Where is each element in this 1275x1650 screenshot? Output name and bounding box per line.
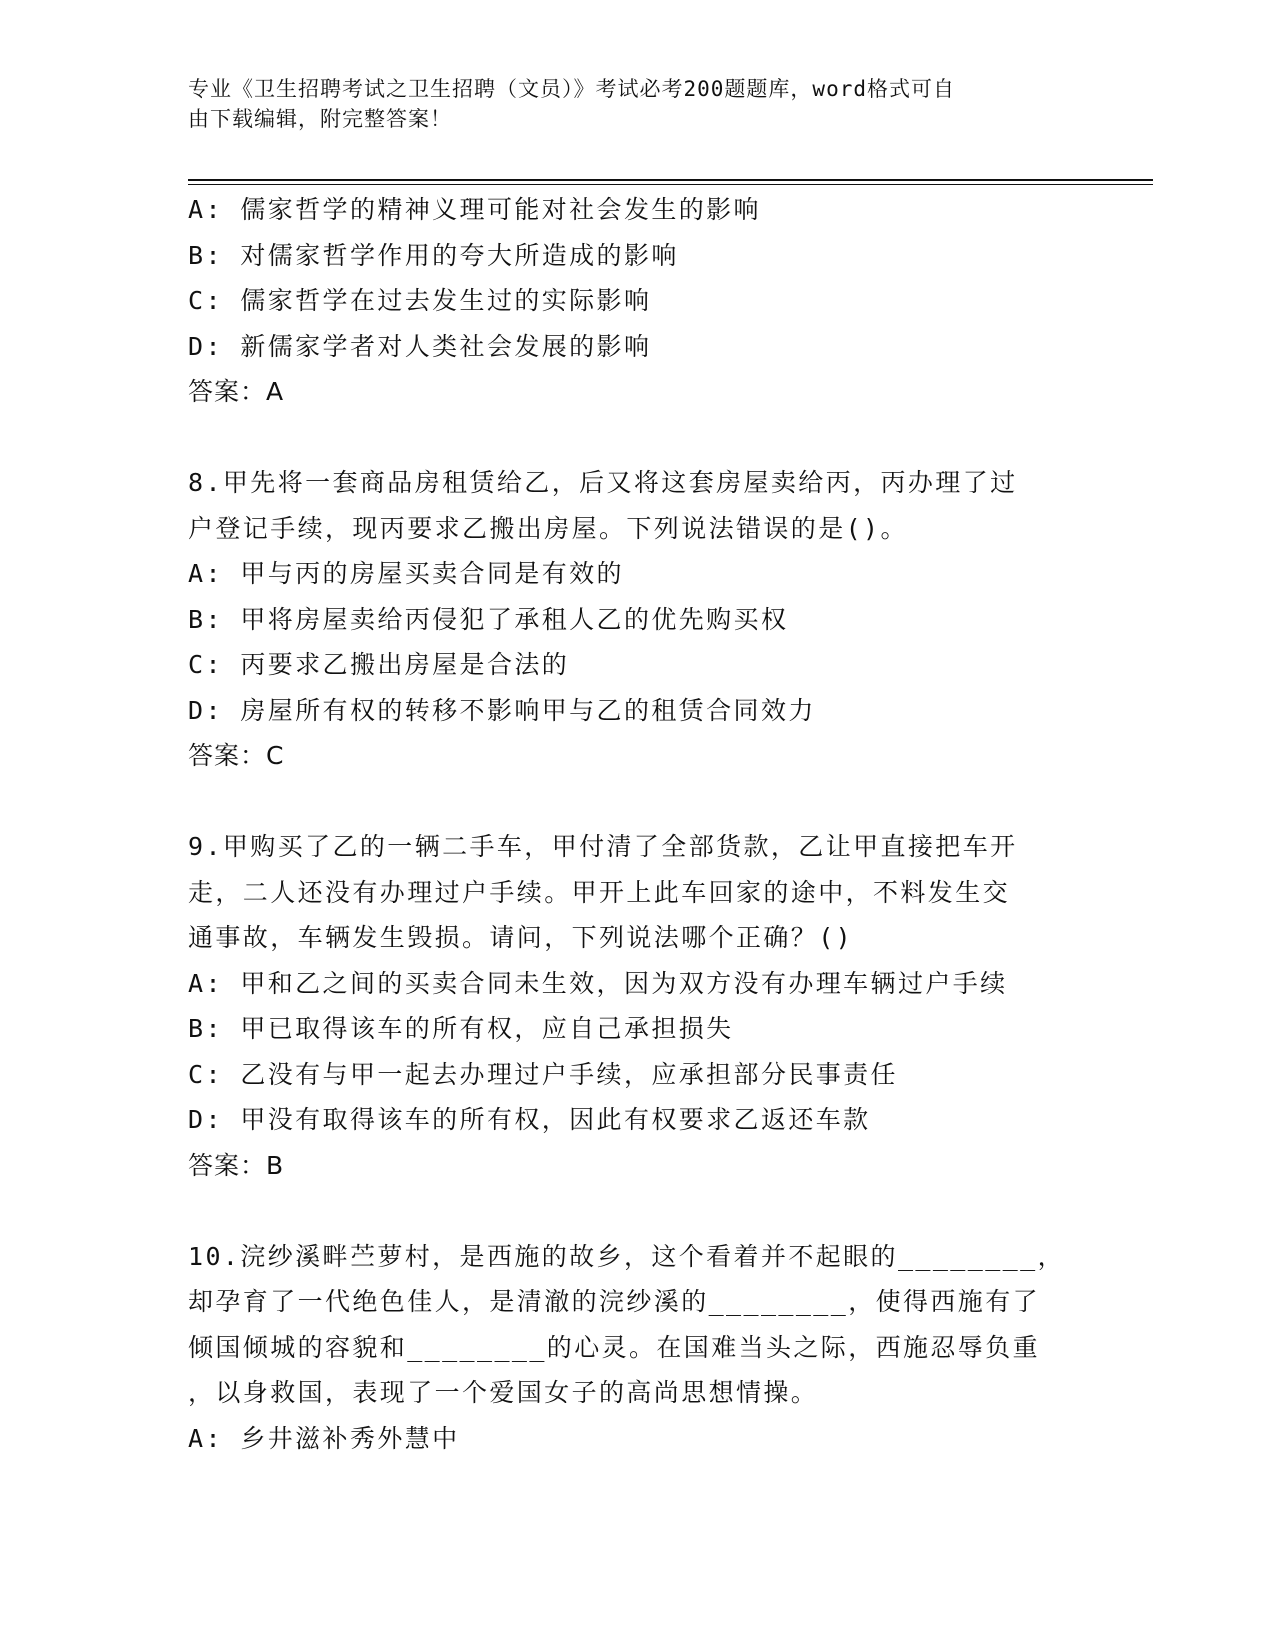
- option-d: D: 甲没有取得该车的所有权，因此有权要求乙返还车款: [188, 1105, 871, 1134]
- question-block-9: [188, 824, 1088, 1188]
- question-block-7: [188, 187, 1088, 415]
- option-c: C: 乙没有与甲一起去办理过户手续，应承担部分民事责任: [188, 1059, 898, 1089]
- option-b: B: 甲将房屋卖给丙侵犯了承租人乙的优先购买权: [188, 604, 789, 634]
- question-stem-line: 9.甲购买了乙的一辆二手车，甲付清了全部货款，乙让甲直接把车开: [188, 832, 1018, 861]
- question-stem-line: 8.甲先将一套商品房租赁给乙，后又将这套房屋卖给丙，丙办理了过: [188, 468, 1018, 497]
- spacer: [188, 415, 1088, 461]
- header-divider-thick: [188, 179, 1153, 181]
- option-b: B: 甲已取得该车的所有权，应自己承担损失: [188, 1014, 734, 1043]
- question-list: [188, 187, 1088, 1461]
- option-c: C: 丙要求乙搬出房屋是合法的: [188, 650, 570, 679]
- document-header: [188, 74, 1068, 134]
- header-line-2: 由下载编辑，附完整答案！: [188, 107, 452, 131]
- header-line-1: 专业《卫生招聘考试之卫生招聘（文员）》考试必考200题题库，word格式可自: [188, 77, 955, 101]
- option-d: D: 房屋所有权的转移不影响甲与乙的租赁合同效力: [188, 695, 816, 725]
- answer-line: 答案：C: [188, 741, 285, 770]
- option-a: A: 乡井滋补秀外慧中: [188, 1423, 460, 1453]
- question-stem-line: 通事故，车辆发生毁损。请问，下列说法哪个正确？(): [188, 923, 854, 952]
- option-c: C: 儒家哲学在过去发生过的实际影响: [188, 286, 652, 315]
- option-d: D: 新儒家学者对人类社会发展的影响: [188, 331, 652, 361]
- answer-line: 答案：A: [188, 377, 285, 406]
- option-b: B: 对儒家哲学作用的夸大所造成的影响: [188, 240, 679, 270]
- spacer: [188, 1188, 1088, 1234]
- question-stem-line: 10.浣纱溪畔苎萝村，是西施的故乡，这个看着并不起眼的________，: [188, 1241, 1065, 1271]
- question-stem-line: 倾国倾城的容貌和________的心灵。在国难当头之际，西施忍辱负重: [188, 1332, 1041, 1362]
- header-divider-thin: [188, 184, 1153, 185]
- question-stem-line: ，以身救国，表现了一个爱国女子的高尚思想情操。: [188, 1378, 819, 1407]
- question-stem-line: 却孕育了一代绝色佳人，是清澈的浣纱溪的________，使得西施有了: [188, 1287, 1041, 1316]
- answer-line: 答案：B: [188, 1150, 285, 1180]
- option-a: A: 甲与丙的房屋买卖合同是有效的: [188, 559, 624, 588]
- question-block-10: [188, 1234, 1088, 1462]
- spacer: [188, 779, 1088, 825]
- option-a: A: 儒家哲学的精神义理可能对社会发生的影响: [188, 195, 761, 224]
- option-a: A: 甲和乙之间的买卖合同未生效，因为双方没有办理车辆过户手续: [188, 968, 1008, 998]
- question-stem-line: 户登记手续，现丙要求乙搬出房屋。下列说法错误的是()。: [188, 513, 908, 543]
- question-block-8: [188, 460, 1088, 779]
- question-stem-line: 走，二人还没有办理过户手续。甲开上此车回家的途中，不料发生交: [188, 877, 1011, 907]
